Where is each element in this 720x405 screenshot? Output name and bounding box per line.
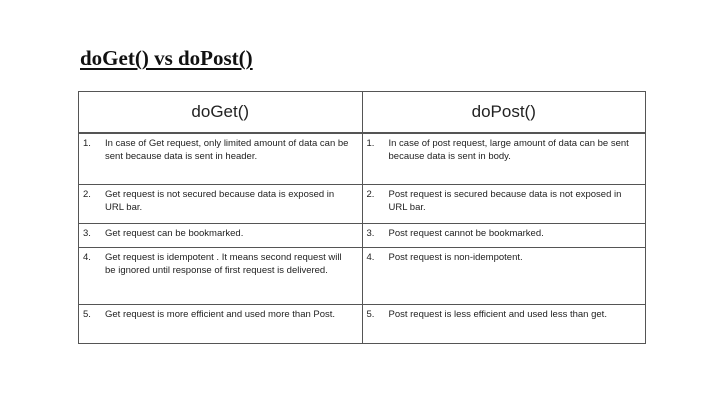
item-number: 1. (83, 138, 91, 149)
column-header-dopost: doPost() (362, 92, 646, 134)
doget-text: In case of Get request, only limited amount of data can be sent because data is sent in header. (105, 138, 349, 162)
comparison-table (78, 91, 646, 344)
dopost-text: Post request is secured because data is not exposed in URL bar. (388, 189, 622, 213)
table-header-row (79, 92, 646, 134)
dopost-cell (362, 185, 646, 224)
doget-text: Get request can be bookmarked. (105, 228, 244, 239)
dopost-cell (362, 224, 646, 248)
table-row (79, 133, 646, 185)
item-number: 5. (83, 309, 91, 320)
item-number: 4. (366, 252, 375, 263)
item-number: 1. (366, 138, 375, 149)
item-number: 3. (366, 228, 375, 239)
dopost-cell (362, 248, 646, 305)
table-row (79, 305, 646, 344)
doget-text: Get request is more efficient and used more than Post. (105, 309, 336, 320)
dopost-cell (362, 133, 646, 185)
slide-title: doGet() vs doPost() (80, 46, 253, 70)
dopost-text: Post request cannot be bookmarked. (388, 228, 544, 239)
doget-cell (79, 224, 363, 248)
table-row (79, 224, 646, 248)
dopost-text: In case of post request, large amount of data can be sent because data is sent in body. (388, 138, 629, 162)
column-header-doget: doGet() (79, 92, 363, 134)
table-row (79, 185, 646, 224)
dopost-cell (362, 305, 646, 344)
dopost-text: Post request is non-idempotent. (388, 252, 523, 263)
item-number: 5. (366, 309, 375, 320)
doget-cell (79, 133, 363, 185)
doget-cell (79, 185, 363, 224)
doget-text: Get request is not secured because data is exposed in URL bar. (105, 189, 335, 213)
doget-cell (79, 248, 363, 305)
dopost-text: Post request is less efficient and used less than get. (388, 309, 607, 320)
item-number: 2. (366, 189, 375, 200)
item-number: 3. (83, 228, 91, 239)
doget-cell (79, 305, 363, 344)
table-row (79, 248, 646, 305)
item-number: 2. (83, 189, 91, 200)
doget-text: Get request is idempotent . It means second request will be ignored until response of first request is delivered. (105, 252, 342, 276)
item-number: 4. (83, 252, 91, 263)
